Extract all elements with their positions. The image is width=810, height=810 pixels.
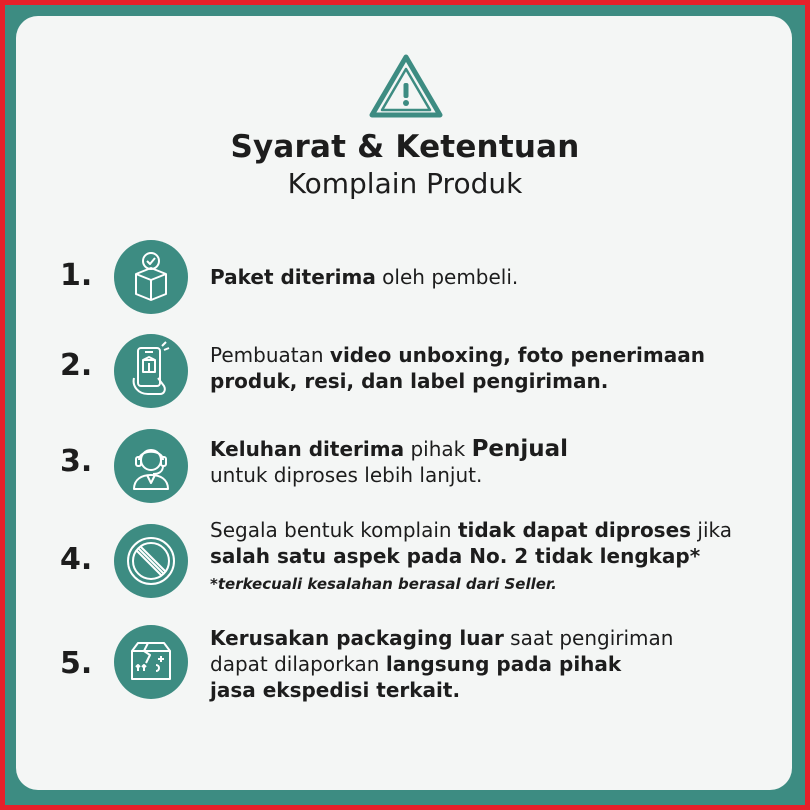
item-text bbox=[210, 625, 673, 703]
item-plain-text: dapat dilaporkan bbox=[210, 652, 386, 676]
item-bold-text: Keluhan diterima bbox=[210, 437, 405, 461]
item-number: 2. bbox=[60, 348, 93, 383]
item-plain-text: jika bbox=[691, 518, 733, 542]
damaged-box-icon bbox=[114, 625, 188, 699]
item-plain-text: pihak bbox=[404, 437, 472, 461]
item-plain-text: oleh pembeli. bbox=[375, 265, 519, 289]
item-number: 1. bbox=[60, 258, 93, 293]
page-title: Syarat & Ketentuan bbox=[230, 129, 580, 165]
item-number: 5. bbox=[60, 646, 93, 681]
item-icon-badge bbox=[114, 240, 188, 314]
customer-service-icon bbox=[114, 429, 188, 503]
phone-camera-icon bbox=[114, 334, 188, 408]
item-text bbox=[210, 436, 568, 488]
item-bold-text: jasa ekspedisi terkait. bbox=[210, 678, 461, 702]
item-icon-badge bbox=[114, 524, 188, 598]
item-number: 3. bbox=[60, 444, 93, 479]
item-bold-text: Paket diterima bbox=[210, 265, 376, 289]
item-text bbox=[210, 264, 518, 290]
item-icon-badge bbox=[114, 429, 188, 503]
item-bold-text: Kerusakan packaging luar bbox=[210, 626, 504, 650]
item-bold-text: video unboxing, foto penerimaan bbox=[329, 343, 705, 367]
item-bold-text: Penjual bbox=[471, 436, 569, 462]
item-text bbox=[210, 342, 705, 394]
item-icon-badge bbox=[114, 625, 188, 699]
item-footnote: *terkecuali kesalahan berasal dari Seller. bbox=[210, 575, 557, 593]
item-plain-text: untuk diproses lebih lanjut. bbox=[210, 463, 483, 487]
item-number: 4. bbox=[60, 542, 93, 577]
prohibited-icon bbox=[114, 524, 188, 598]
package-check-icon bbox=[114, 240, 188, 314]
item-bold-text: langsung pada pihak bbox=[385, 652, 622, 676]
item-plain-text: Segala bentuk komplain bbox=[210, 518, 458, 542]
item-plain-text: saat pengiriman bbox=[503, 626, 674, 650]
warning-triangle-icon bbox=[369, 53, 443, 119]
item-bold-text: tidak dapat diproses bbox=[457, 518, 692, 542]
item-text bbox=[210, 517, 732, 595]
page-subtitle: Komplain Produk bbox=[287, 167, 523, 200]
item-bold-text: produk, resi, dan label pengiriman. bbox=[210, 369, 609, 393]
item-icon-badge bbox=[114, 334, 188, 408]
item-bold-text: salah satu aspek pada No. 2 tidak lengkap* bbox=[210, 544, 701, 568]
item-plain-text: Pembuatan bbox=[210, 343, 330, 367]
